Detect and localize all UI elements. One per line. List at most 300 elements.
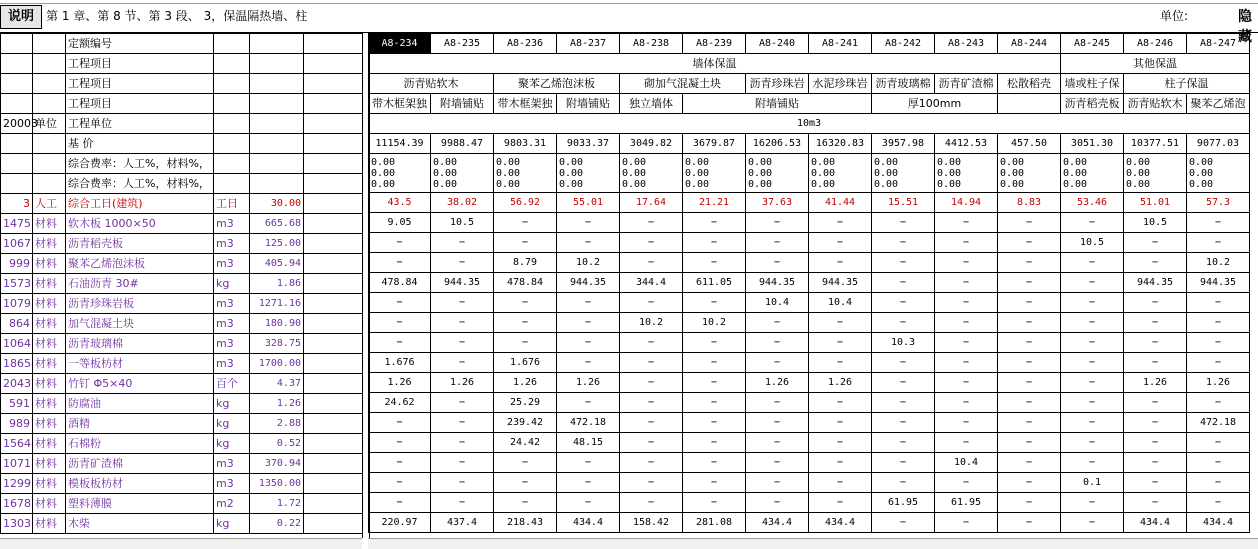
blank-cell[interactable] (304, 414, 363, 434)
resource-row[interactable] (1, 334, 363, 354)
right-horizontal-scrollbar[interactable] (368, 538, 1258, 549)
quota-value[interactable]: − (369, 333, 431, 353)
rate-value[interactable]: 0.00 0.00 0.00 (872, 154, 935, 193)
quota-value[interactable]: − (620, 213, 683, 233)
quota-value[interactable]: − (683, 233, 746, 253)
quota-value[interactable]: − (998, 273, 1061, 293)
quota-value[interactable]: − (494, 453, 557, 473)
quota-value[interactable]: − (1061, 433, 1124, 453)
quota-value[interactable]: 10.5 (1124, 213, 1187, 233)
resource-row[interactable] (1, 514, 363, 534)
resource-price[interactable]: 405.94 (250, 254, 304, 274)
resource-name[interactable]: 综合工日(建筑) (66, 194, 214, 214)
base-price[interactable]: 4412.53 (935, 134, 998, 154)
quota-value[interactable]: 43.5 (369, 193, 431, 213)
quota-value[interactable]: − (1124, 433, 1187, 453)
extra-cell[interactable] (304, 114, 363, 134)
quota-value[interactable]: − (557, 493, 620, 513)
quota-value[interactable]: 25.29 (494, 393, 557, 413)
resource-type[interactable]: 材料 (33, 434, 66, 454)
resource-row[interactable] (1, 214, 363, 234)
resource-code[interactable]: 2043 (1, 374, 33, 394)
item-name[interactable]: 松散稻壳 (998, 74, 1061, 94)
quota-value[interactable]: − (620, 393, 683, 413)
resource-price[interactable]: 370.94 (250, 454, 304, 474)
resource-unit[interactable]: m3 (214, 314, 250, 334)
quota-value[interactable]: 41.44 (809, 193, 872, 213)
group-other-insulation[interactable]: 其他保温 (1061, 54, 1250, 74)
quota-value[interactable]: − (1061, 453, 1124, 473)
quota-value[interactable]: 0.1 (1061, 473, 1124, 493)
quota-value[interactable]: 51.01 (1124, 193, 1187, 213)
quota-value[interactable]: − (998, 213, 1061, 233)
resource-unit[interactable]: m3 (214, 234, 250, 254)
quota-value[interactable]: − (557, 333, 620, 353)
item-name[interactable]: 沥青玻璃棉 (872, 74, 935, 94)
rate-value[interactable]: 0.00 0.00 0.00 (494, 154, 557, 193)
item-name[interactable]: 沥青贴软木 (369, 74, 494, 94)
resource-type[interactable]: 材料 (33, 494, 66, 514)
resource-type[interactable]: 材料 (33, 274, 66, 294)
quota-value[interactable]: 944.35 (1187, 273, 1250, 293)
quota-value[interactable]: − (1187, 333, 1250, 353)
quota-value[interactable]: − (1061, 373, 1124, 393)
base-price[interactable]: 3679.87 (683, 134, 746, 154)
quota-value[interactable]: − (1124, 393, 1187, 413)
quota-value[interactable]: − (809, 333, 872, 353)
rate-value[interactable]: 0.00 0.00 0.00 (557, 154, 620, 193)
blank-cell[interactable] (304, 154, 363, 174)
unit-cell[interactable] (214, 114, 250, 134)
blank-cell[interactable] (304, 194, 363, 214)
quota-value[interactable]: 1.676 (494, 353, 557, 373)
resource-price[interactable]: 180.90 (250, 314, 304, 334)
quota-value[interactable]: − (431, 433, 494, 453)
quota-value[interactable]: 1.26 (431, 373, 494, 393)
quota-value[interactable]: − (998, 253, 1061, 273)
type-cell[interactable]: 单位 (33, 114, 66, 134)
quota-value[interactable]: − (872, 413, 935, 433)
quota-value[interactable]: − (369, 233, 431, 253)
quota-value[interactable]: 239.42 (494, 413, 557, 433)
quota-value[interactable]: 8.79 (494, 253, 557, 273)
resource-unit[interactable]: kg (214, 434, 250, 454)
quota-value[interactable]: − (494, 313, 557, 333)
price-cell[interactable] (250, 134, 304, 154)
blank-cell[interactable] (33, 174, 66, 194)
extra-cell[interactable] (304, 94, 363, 114)
price-cell[interactable] (250, 34, 304, 54)
resource-price[interactable]: 1.86 (250, 274, 304, 294)
quota-value[interactable]: 1.26 (1124, 373, 1187, 393)
quota-value[interactable]: − (1061, 253, 1124, 273)
quota-value[interactable]: − (620, 353, 683, 373)
subitem-name[interactable]: 附墙铺贴 (557, 94, 620, 114)
quota-value[interactable]: − (1061, 273, 1124, 293)
quota-value[interactable]: − (1187, 393, 1250, 413)
quota-value[interactable]: − (431, 333, 494, 353)
quota-value[interactable]: − (1061, 493, 1124, 513)
resource-row[interactable] (1, 394, 363, 414)
quota-value[interactable]: 1.676 (369, 353, 431, 373)
quota-value[interactable]: − (683, 453, 746, 473)
resource-type[interactable]: 材料 (33, 234, 66, 254)
quota-value[interactable]: 472.18 (557, 413, 620, 433)
quota-value[interactable]: − (746, 333, 809, 353)
quota-code[interactable]: A8-240 (746, 34, 809, 54)
item-name[interactable]: 柱子保温 (1124, 74, 1250, 94)
quota-value[interactable]: 10.4 (809, 293, 872, 313)
blank-cell[interactable] (304, 214, 363, 234)
unit-cell[interactable] (214, 34, 250, 54)
resource-code[interactable]: 1573 (1, 274, 33, 294)
quota-value[interactable]: − (620, 373, 683, 393)
quota-value[interactable]: − (809, 353, 872, 373)
rate-label[interactable]: 综合费率：人工%，材料%， (66, 154, 214, 174)
quota-value[interactable]: 48.15 (557, 433, 620, 453)
quota-value[interactable]: − (431, 393, 494, 413)
quota-value[interactable]: − (1061, 353, 1124, 373)
item-name[interactable]: 砌加气混凝土块 (620, 74, 746, 94)
quota-value[interactable]: 478.84 (494, 273, 557, 293)
quota-value[interactable]: − (1061, 333, 1124, 353)
type-cell[interactable] (33, 94, 66, 114)
resource-type[interactable]: 材料 (33, 394, 66, 414)
resource-type[interactable]: 材料 (33, 334, 66, 354)
resource-price[interactable]: 665.68 (250, 214, 304, 234)
quota-value[interactable]: − (872, 353, 935, 373)
rate-value[interactable]: 0.00 0.00 0.00 (683, 154, 746, 193)
quota-value[interactable]: − (1124, 353, 1187, 373)
base-price[interactable]: 11154.39 (369, 134, 431, 154)
subitem-name[interactable]: 带木框架独 (494, 94, 557, 114)
quota-value[interactable]: − (494, 473, 557, 493)
quota-value[interactable]: 472.18 (1187, 413, 1250, 433)
subitem-name[interactable]: 带木框架独 (369, 94, 431, 114)
blank-cell[interactable] (304, 294, 363, 314)
quota-value[interactable]: − (809, 433, 872, 453)
quota-value[interactable]: − (620, 493, 683, 513)
quota-code[interactable]: A8-247 (1187, 34, 1250, 54)
resource-price[interactable]: 0.22 (250, 514, 304, 534)
quota-value[interactable]: − (998, 433, 1061, 453)
quota-code[interactable]: A8-234 (369, 34, 431, 54)
quota-value[interactable]: − (998, 293, 1061, 313)
resource-name[interactable]: 加气混凝土块 (66, 314, 214, 334)
quota-value[interactable]: − (998, 493, 1061, 513)
quota-value[interactable]: − (683, 333, 746, 353)
quota-code[interactable]: A8-235 (431, 34, 494, 54)
resource-unit[interactable]: kg (214, 274, 250, 294)
resource-code[interactable]: 1079 (1, 294, 33, 314)
resource-code[interactable]: 1475 (1, 214, 33, 234)
quota-value[interactable]: − (369, 453, 431, 473)
blank-cell[interactable] (304, 494, 363, 514)
quota-value[interactable]: 1.26 (369, 373, 431, 393)
quota-value[interactable]: − (872, 293, 935, 313)
quota-value[interactable]: 21.21 (683, 193, 746, 213)
unit-cell[interactable] (214, 94, 250, 114)
quota-value[interactable]: − (809, 493, 872, 513)
rate-value[interactable]: 0.00 0.00 0.00 (620, 154, 683, 193)
quota-value[interactable]: − (683, 213, 746, 233)
quota-value[interactable]: 1.26 (1187, 373, 1250, 393)
quota-code[interactable]: A8-244 (998, 34, 1061, 54)
rate-value[interactable]: 0.00 0.00 0.00 (746, 154, 809, 193)
quota-value[interactable]: 218.43 (494, 513, 557, 533)
quota-value[interactable]: 10.4 (746, 293, 809, 313)
quota-value[interactable]: − (935, 413, 998, 433)
quota-code[interactable]: A8-246 (1124, 34, 1187, 54)
quota-value[interactable]: − (1187, 313, 1250, 333)
resource-price[interactable]: 4.37 (250, 374, 304, 394)
resource-unit[interactable]: m3 (214, 454, 250, 474)
quota-value[interactable]: − (431, 313, 494, 333)
resource-type[interactable]: 材料 (33, 474, 66, 494)
resource-name[interactable]: 竹钉 Φ5×40 (66, 374, 214, 394)
rate-value[interactable]: 0.00 0.00 0.00 (1061, 154, 1124, 193)
quota-value[interactable]: − (998, 513, 1061, 533)
blank-cell[interactable] (304, 394, 363, 414)
quota-value[interactable]: − (872, 253, 935, 273)
quota-value[interactable]: − (809, 213, 872, 233)
quota-value[interactable]: − (620, 253, 683, 273)
resource-price[interactable]: 30.00 (250, 194, 304, 214)
item-name[interactable]: 水泥珍珠岩 (809, 74, 872, 94)
quota-value[interactable]: − (369, 253, 431, 273)
subitem-name[interactable]: 沥青稻壳板 (1061, 94, 1124, 114)
blank-cell[interactable] (304, 234, 363, 254)
quota-code[interactable]: A8-239 (683, 34, 746, 54)
field-label[interactable]: 基 价 (66, 134, 214, 154)
quota-value[interactable]: − (620, 413, 683, 433)
quota-value[interactable]: 61.95 (935, 493, 998, 513)
item-name[interactable]: 墙或柱子保 (1061, 74, 1124, 94)
quota-value[interactable]: − (620, 333, 683, 353)
quota-code[interactable]: A8-245 (1061, 34, 1124, 54)
quota-value[interactable]: − (431, 473, 494, 493)
quota-value[interactable]: − (872, 373, 935, 393)
resource-row[interactable] (1, 414, 363, 434)
resource-unit[interactable]: kg (214, 514, 250, 534)
blank-cell[interactable] (304, 514, 363, 534)
quota-value[interactable]: − (557, 453, 620, 473)
resource-code[interactable]: 1064 (1, 334, 33, 354)
quota-value[interactable]: − (557, 353, 620, 373)
resource-unit[interactable]: kg (214, 414, 250, 434)
quota-value[interactable]: − (683, 373, 746, 393)
quota-value[interactable]: − (557, 233, 620, 253)
rate-value[interactable]: 0.00 0.00 0.00 (935, 154, 998, 193)
resource-type[interactable]: 材料 (33, 414, 66, 434)
quota-value[interactable]: − (1187, 473, 1250, 493)
rate-value[interactable]: 0.00 0.00 0.00 (809, 154, 872, 193)
quota-value[interactable]: 220.97 (369, 513, 431, 533)
quota-value[interactable]: − (683, 353, 746, 373)
quota-value[interactable]: − (369, 433, 431, 453)
item-name[interactable]: 沥青珍珠岩 (746, 74, 809, 94)
quota-value[interactable]: 944.35 (557, 273, 620, 293)
quota-value[interactable]: 17.64 (620, 193, 683, 213)
quota-value[interactable]: − (935, 313, 998, 333)
quota-value[interactable]: − (872, 213, 935, 233)
quota-value[interactable]: − (620, 453, 683, 473)
blank-cell[interactable] (304, 334, 363, 354)
base-price[interactable]: 3957.98 (872, 134, 935, 154)
price-cell[interactable] (250, 54, 304, 74)
extra-cell[interactable] (304, 34, 363, 54)
quota-value[interactable]: − (746, 473, 809, 493)
quota-value[interactable]: 9.05 (369, 213, 431, 233)
quota-value[interactable]: − (494, 493, 557, 513)
quota-value[interactable]: − (1061, 393, 1124, 413)
quota-value[interactable]: − (998, 333, 1061, 353)
quota-value[interactable]: − (746, 493, 809, 513)
quota-value[interactable]: − (1124, 493, 1187, 513)
resource-row[interactable] (1, 374, 363, 394)
subitem-name[interactable]: 附墙铺贴 (431, 94, 494, 114)
blank-cell[interactable] (304, 434, 363, 454)
quota-value[interactable]: − (494, 333, 557, 353)
base-price[interactable]: 3051.30 (1061, 134, 1124, 154)
quota-code[interactable]: A8-236 (494, 34, 557, 54)
field-label[interactable]: 定额编号 (66, 34, 214, 54)
quota-value[interactable]: − (935, 273, 998, 293)
blank-cell[interactable] (250, 154, 304, 174)
base-price[interactable]: 9988.47 (431, 134, 494, 154)
quota-value[interactable]: − (1187, 353, 1250, 373)
resource-price[interactable]: 2.88 (250, 414, 304, 434)
quota-value[interactable]: − (746, 313, 809, 333)
quota-value[interactable]: 1.26 (809, 373, 872, 393)
quota-value[interactable]: − (683, 413, 746, 433)
resource-unit[interactable]: m3 (214, 354, 250, 374)
subitem-name[interactable]: 附墙铺贴 (683, 94, 872, 114)
resource-code[interactable]: 999 (1, 254, 33, 274)
quota-value[interactable]: − (1061, 213, 1124, 233)
unit-cell[interactable] (214, 74, 250, 94)
code-cell[interactable] (1, 134, 33, 154)
extra-cell[interactable] (304, 134, 363, 154)
resource-name[interactable]: 沥青矿渣棉 (66, 454, 214, 474)
blank-cell[interactable] (304, 354, 363, 374)
base-price[interactable]: 9803.31 (494, 134, 557, 154)
quota-value[interactable]: − (746, 453, 809, 473)
quota-value[interactable]: − (1187, 233, 1250, 253)
quota-value[interactable]: − (872, 273, 935, 293)
resource-row[interactable] (1, 274, 363, 294)
quota-value[interactable]: − (998, 453, 1061, 473)
quota-value[interactable]: − (935, 393, 998, 413)
quota-value[interactable]: − (935, 333, 998, 353)
quota-value[interactable]: − (1187, 453, 1250, 473)
quota-value[interactable]: − (998, 353, 1061, 373)
quota-value[interactable]: − (1124, 453, 1187, 473)
field-label[interactable]: 工程项目 (66, 74, 214, 94)
resource-type[interactable]: 材料 (33, 214, 66, 234)
quota-value[interactable]: 10.4 (935, 453, 998, 473)
field-label[interactable]: 工程项目 (66, 54, 214, 74)
quota-value[interactable]: − (872, 433, 935, 453)
quota-value[interactable]: 55.01 (557, 193, 620, 213)
quota-code[interactable]: A8-243 (935, 34, 998, 54)
quota-value[interactable]: 434.4 (746, 513, 809, 533)
quota-value[interactable]: − (620, 233, 683, 253)
resource-price[interactable]: 328.75 (250, 334, 304, 354)
resource-name[interactable]: 防腐油 (66, 394, 214, 414)
quota-value[interactable]: − (1061, 513, 1124, 533)
quota-value[interactable]: − (683, 393, 746, 413)
quota-value[interactable]: − (935, 433, 998, 453)
code-cell[interactable] (1, 74, 33, 94)
quota-value[interactable]: − (809, 313, 872, 333)
quota-value[interactable]: − (1187, 293, 1250, 313)
base-price[interactable]: 10377.51 (1124, 134, 1187, 154)
quota-value[interactable]: − (1187, 493, 1250, 513)
quota-value[interactable]: − (809, 253, 872, 273)
resource-unit[interactable]: m3 (214, 334, 250, 354)
rate-value[interactable]: 0.00 0.00 0.00 (369, 154, 431, 193)
quota-value[interactable]: 944.35 (1124, 273, 1187, 293)
blank-cell[interactable] (214, 174, 250, 194)
quota-value[interactable]: 10.3 (872, 333, 935, 353)
unit-cell[interactable] (214, 54, 250, 74)
resource-code[interactable]: 989 (1, 414, 33, 434)
price-cell[interactable] (250, 114, 304, 134)
extra-cell[interactable] (304, 74, 363, 94)
resource-code[interactable]: 1303 (1, 514, 33, 534)
quota-value[interactable]: − (620, 473, 683, 493)
quota-value[interactable]: − (935, 213, 998, 233)
resource-row[interactable] (1, 494, 363, 514)
quota-value[interactable]: − (1124, 293, 1187, 313)
quota-value[interactable]: 1.26 (557, 373, 620, 393)
blank-cell[interactable] (33, 154, 66, 174)
base-price[interactable]: 9077.03 (1187, 134, 1250, 154)
quota-value[interactable]: 944.35 (431, 273, 494, 293)
resource-type[interactable]: 材料 (33, 294, 66, 314)
resource-price[interactable]: 1.72 (250, 494, 304, 514)
quota-value[interactable]: − (683, 253, 746, 273)
quota-value[interactable]: 8.83 (998, 193, 1061, 213)
resource-unit[interactable]: m2 (214, 494, 250, 514)
quota-value[interactable]: − (431, 293, 494, 313)
quota-value[interactable]: 53.46 (1061, 193, 1124, 213)
quota-value[interactable]: − (683, 473, 746, 493)
quota-value[interactable]: 344.4 (620, 273, 683, 293)
quota-value[interactable]: − (431, 453, 494, 473)
resource-price[interactable]: 125.00 (250, 234, 304, 254)
quota-value[interactable]: − (431, 353, 494, 373)
quota-value[interactable]: − (1124, 333, 1187, 353)
resource-row[interactable] (1, 454, 363, 474)
quota-value[interactable]: − (809, 413, 872, 433)
type-cell[interactable] (33, 134, 66, 154)
quota-value[interactable]: − (935, 373, 998, 393)
resource-name[interactable]: 聚苯乙烯泡沫板 (66, 254, 214, 274)
resource-name[interactable]: 塑料薄膜 (66, 494, 214, 514)
quota-value[interactable]: − (1124, 413, 1187, 433)
quota-value[interactable]: − (494, 233, 557, 253)
quota-value[interactable]: − (935, 253, 998, 273)
rate-value[interactable]: 0.00 0.00 0.00 (1124, 154, 1187, 193)
quota-value[interactable]: − (935, 293, 998, 313)
rate-value[interactable]: 0.00 0.00 0.00 (1187, 154, 1250, 193)
quota-value[interactable]: 10.2 (683, 313, 746, 333)
quota-value[interactable]: − (746, 213, 809, 233)
quota-value[interactable]: 38.02 (431, 193, 494, 213)
quota-value[interactable]: − (872, 513, 935, 533)
